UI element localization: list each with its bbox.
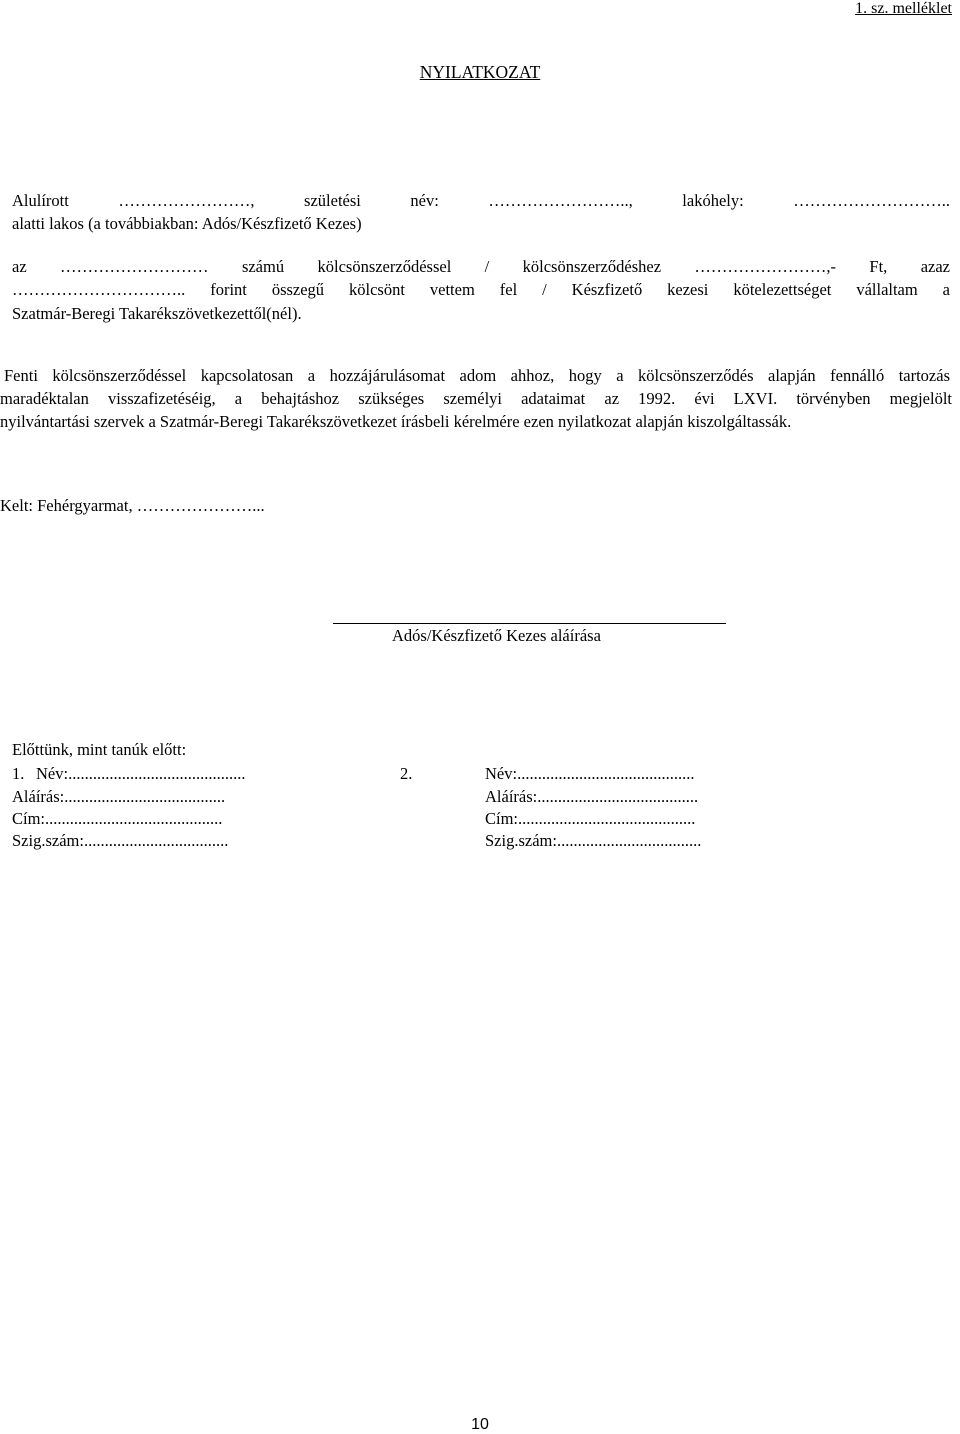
declaration-line-1: Alulírott ……………………, születési név: …………………….., lakóhely: ………………………..: [12, 191, 950, 210]
witness-1-address: Cím:...........................................: [12, 809, 223, 828]
witnesses-heading: Előttünk, mint tanúk előtt:: [12, 740, 187, 759]
place-date: Kelt: Fehérgyarmat, …………………...: [0, 496, 265, 515]
page-number: 10: [471, 1416, 489, 1433]
witness-2-signature: Aláírás:.......................................: [485, 787, 699, 806]
declaration-line-2: alatti lakos (a továbbiakban: Adós/Készfizető Kezes): [12, 214, 362, 233]
witness-2-name: Név:...........................................: [485, 764, 695, 783]
witness-2-id-number: Szig.szám:...................................: [485, 831, 702, 850]
witness-1-name: Név:...........................................: [36, 764, 246, 783]
signature-line: [333, 623, 726, 624]
witness-2-index: 2.: [400, 764, 413, 783]
witness-1-signature: Aláírás:.......................................: [12, 787, 226, 806]
annex-label: 1. sz. melléklet: [855, 0, 952, 17]
consent-line-3: nyilvántartási szervek a Szatmár-Beregi Takarékszövetkezet írásbeli kérelmére ezen nyilatkozat alapján kiszolgáltassák.: [0, 412, 792, 431]
witness-2-address: Cím:...........................................: [485, 809, 696, 828]
signature-caption: Adós/Készfizető Kezes aláírása: [392, 626, 601, 645]
consent-line-2: maradéktalan visszafizetéséig, a behajtáshoz szükséges személyi adataimat az 1992. évi LXVI. törvényben megjelölt: [0, 389, 952, 408]
document-title: NYILATKOZAT: [419, 62, 541, 82]
declaration-line-4: ………………………….. forint összegű kölcsönt vettem fel / Készfizető kezesi kötelezettséget vállaltam a: [12, 280, 950, 299]
declaration-line-5: Szatmár-Beregi Takarékszövetkezettől(nél).: [12, 304, 302, 323]
witness-1-index: 1.: [12, 764, 25, 783]
declaration-line-3: az ……………………… számú kölcsönszerződéssel / kölcsönszerződéshez ……………………,- Ft, azaz: [12, 257, 950, 276]
witness-1-id-number: Szig.szám:...................................: [12, 831, 229, 850]
consent-line-1: Fenti kölcsönszerződéssel kapcsolatosan a hozzájárulásomat adom ahhoz, hogy a kölcsönszerződés alapján fennálló tartozás: [4, 366, 950, 385]
